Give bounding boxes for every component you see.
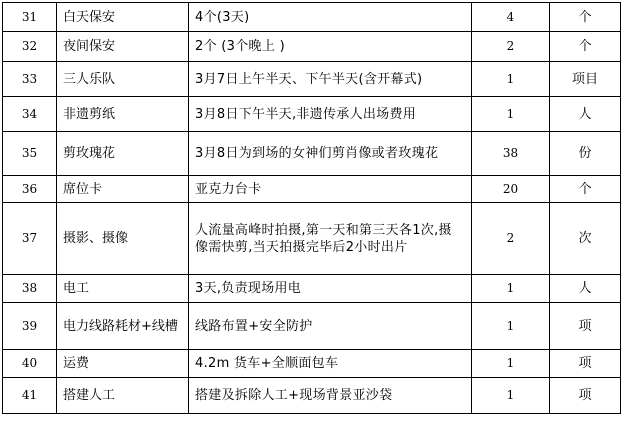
table-row [3, 97, 621, 132]
row-number: 39 [3, 303, 57, 350]
item-description: 4个(3天) [189, 3, 472, 32]
item-quantity: 20 [472, 176, 550, 203]
item-description: 4.2m 货车+全顺面包车 [189, 350, 472, 378]
item-unit: 项 [550, 303, 621, 350]
table-row [3, 176, 621, 203]
row-number: 33 [3, 62, 57, 97]
table-row [3, 303, 621, 350]
item-name: 搭建人工 [57, 378, 189, 414]
item-description: 3月8日为到场的女神们剪肖像或者玫瑰花 [189, 132, 472, 176]
item-quantity: 1 [472, 275, 550, 303]
row-number: 32 [3, 32, 57, 62]
item-unit: 次 [550, 203, 621, 275]
row-number: 35 [3, 132, 57, 176]
item-unit: 人 [550, 97, 621, 132]
table-row [3, 203, 621, 275]
item-description: 线路布置+安全防护 [189, 303, 472, 350]
table-row [3, 132, 621, 176]
row-number: 38 [3, 275, 57, 303]
row-number: 37 [3, 203, 57, 275]
item-name: 剪玫瑰花 [57, 132, 189, 176]
row-number: 34 [3, 97, 57, 132]
item-name: 运费 [57, 350, 189, 378]
item-name: 夜间保安 [57, 32, 189, 62]
item-quantity: 1 [472, 62, 550, 97]
item-unit: 项 [550, 378, 621, 414]
item-name: 白天保安 [57, 3, 189, 32]
quote-table [2, 2, 621, 414]
table-row [3, 62, 621, 97]
table-row [3, 3, 621, 32]
quote-table-body [3, 3, 621, 414]
item-name: 非遗剪纸 [57, 97, 189, 132]
row-number: 41 [3, 378, 57, 414]
item-quantity: 1 [472, 350, 550, 378]
item-name: 席位卡 [57, 176, 189, 203]
item-name: 摄影、摄像 [57, 203, 189, 275]
item-description: 3月7日上午半天、下午半天(含开幕式) [189, 62, 472, 97]
table-row [3, 350, 621, 378]
table-row [3, 378, 621, 414]
table-row [3, 32, 621, 62]
item-quantity: 1 [472, 97, 550, 132]
item-quantity: 2 [472, 32, 550, 62]
item-quantity: 1 [472, 378, 550, 414]
item-description: 3天,负责现场用电 [189, 275, 472, 303]
item-description: 2个 (3个晚上 ) [189, 32, 472, 62]
item-unit: 个 [550, 176, 621, 203]
item-unit: 个 [550, 32, 621, 62]
item-quantity: 38 [472, 132, 550, 176]
item-unit: 个 [550, 3, 621, 32]
item-description: 3月8日下午半天,非遗传承人出场费用 [189, 97, 472, 132]
item-description: 亚克力台卡 [189, 176, 472, 203]
row-number: 31 [3, 3, 57, 32]
item-unit: 份 [550, 132, 621, 176]
item-unit: 人 [550, 275, 621, 303]
row-number: 36 [3, 176, 57, 203]
item-description: 搭建及拆除人工+现场背景亚沙袋 [189, 378, 472, 414]
table-row [3, 275, 621, 303]
row-number: 40 [3, 350, 57, 378]
item-quantity: 4 [472, 3, 550, 32]
item-name: 三人乐队 [57, 62, 189, 97]
item-unit: 项 [550, 350, 621, 378]
item-unit: 项目 [550, 62, 621, 97]
item-description: 人流量高峰时拍摄,第一天和第三天各1次,摄像需快剪,当天拍摄完毕后2小时出片 [189, 203, 472, 275]
item-name: 电力线路耗材+线槽 [57, 303, 189, 350]
item-quantity: 2 [472, 203, 550, 275]
item-name: 电工 [57, 275, 189, 303]
item-quantity: 1 [472, 303, 550, 350]
